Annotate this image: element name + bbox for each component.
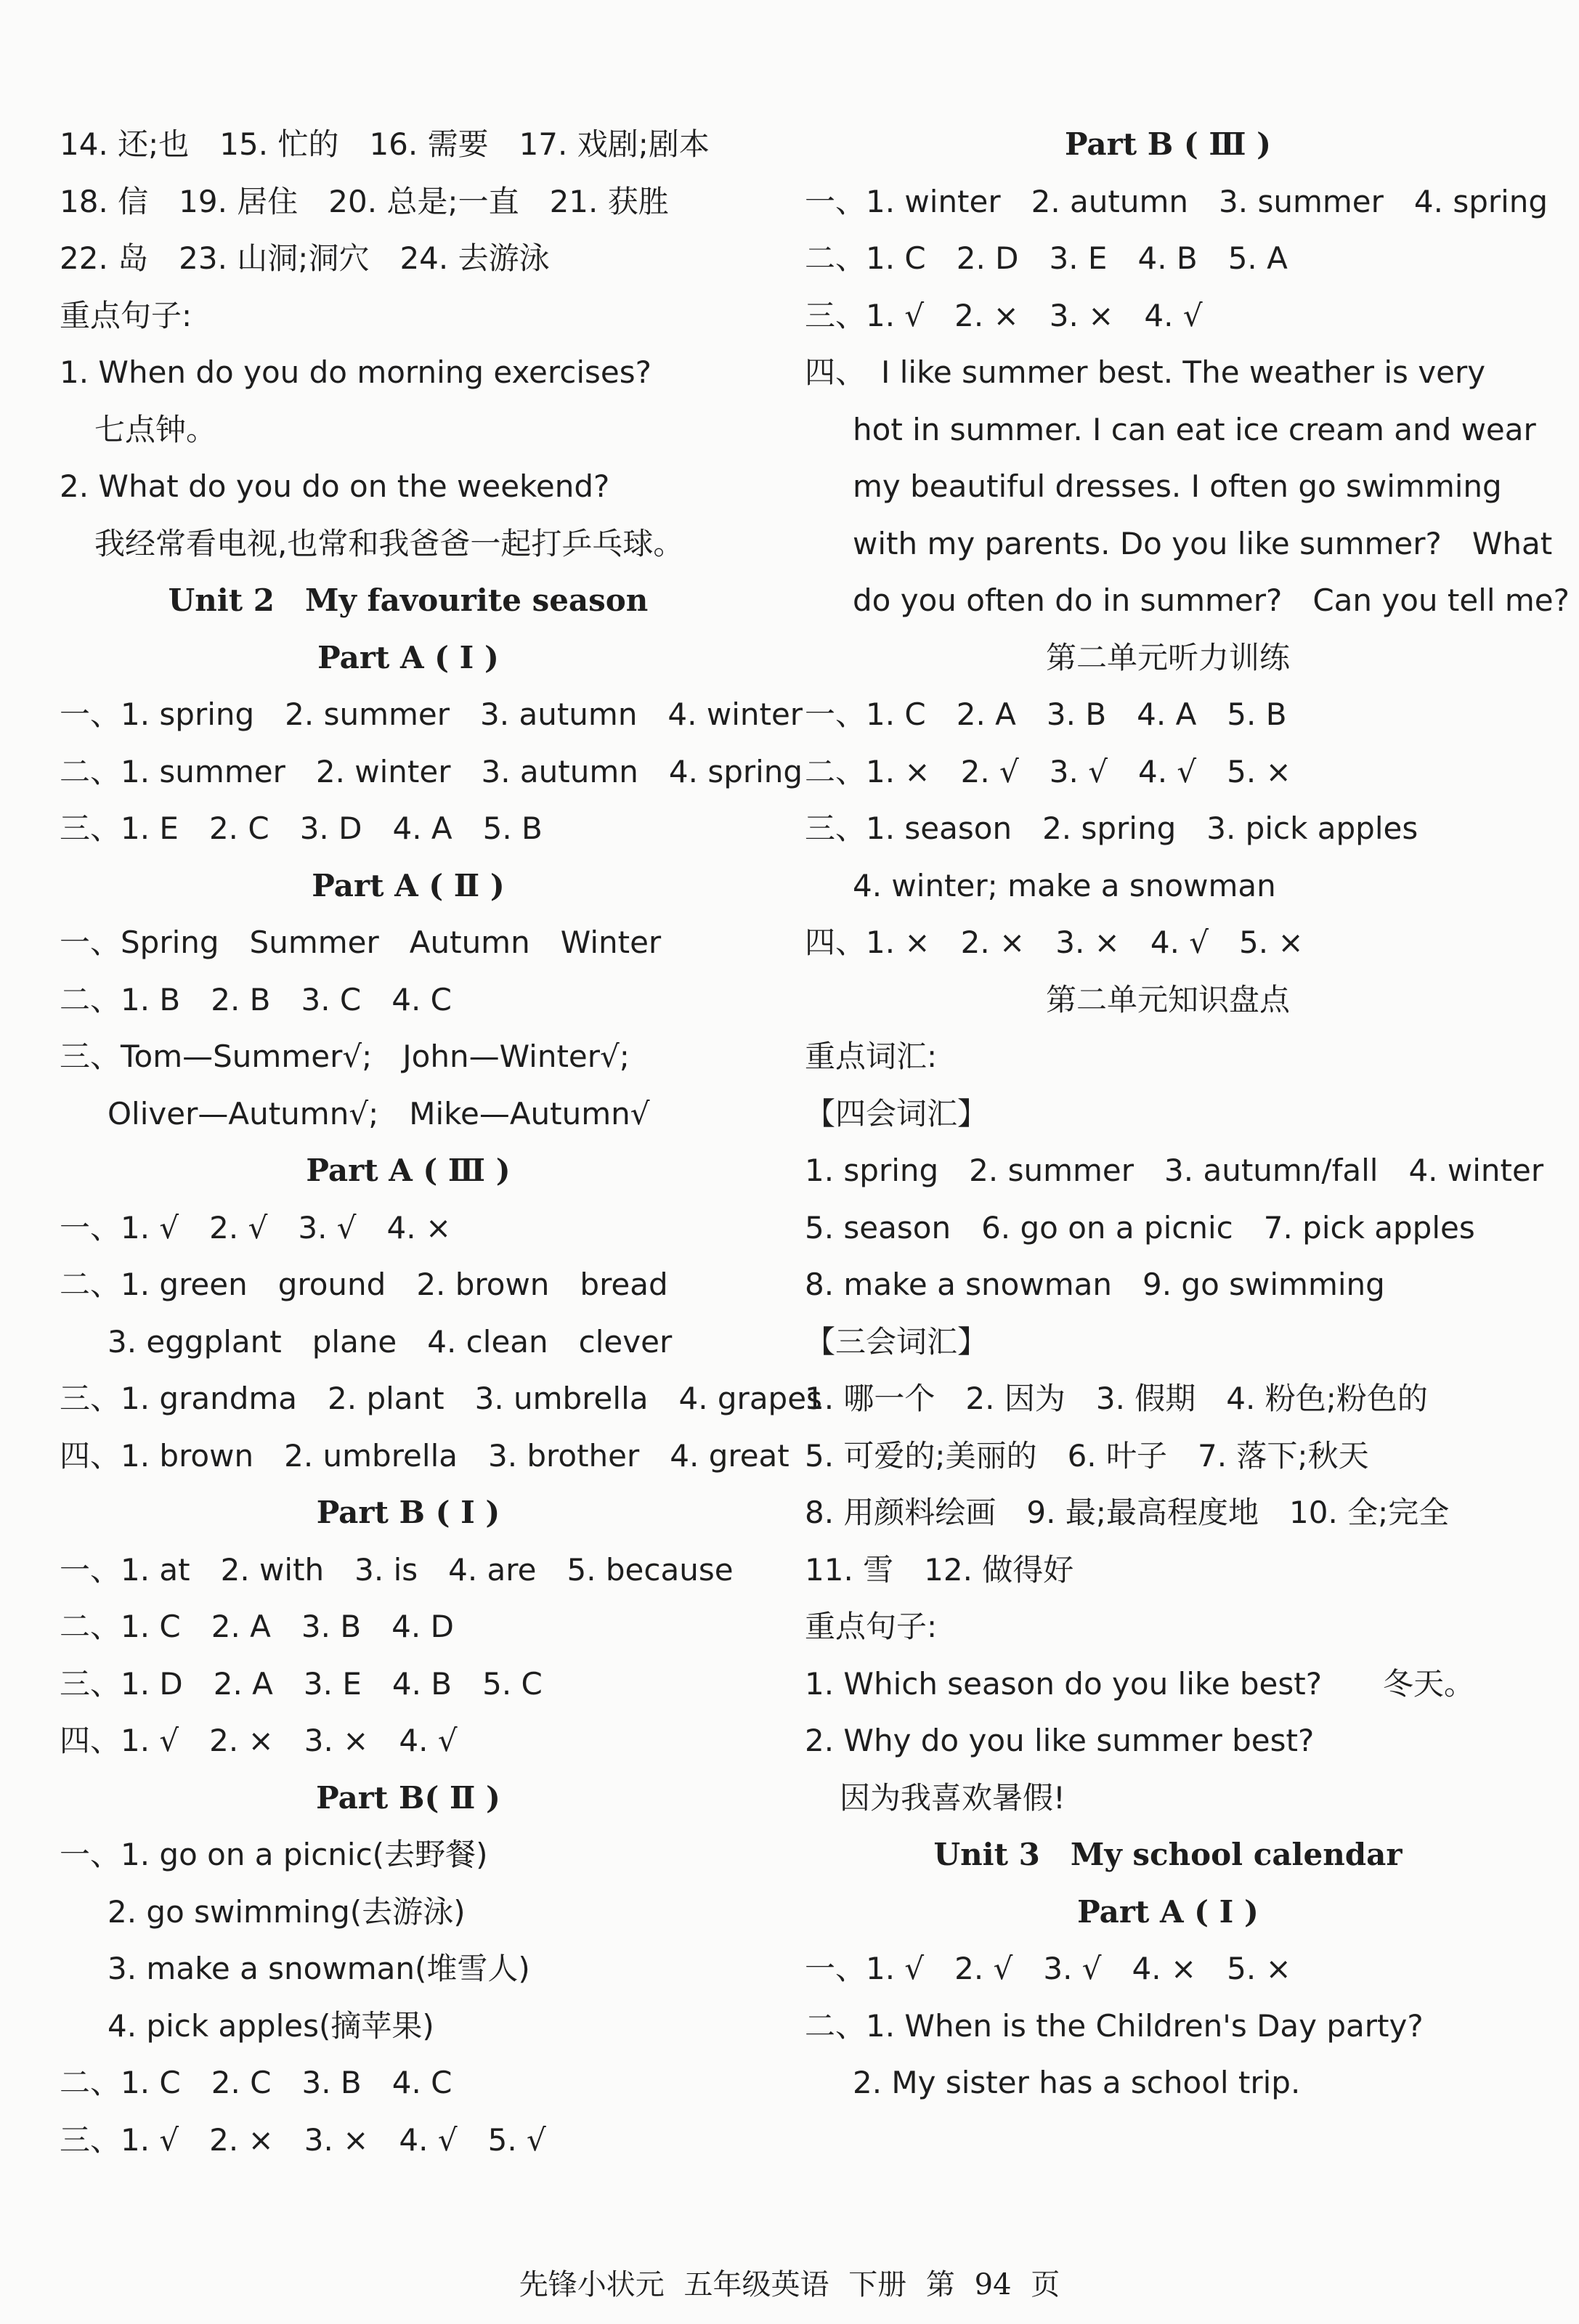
- section-heading: Part B ( Ⅰ ): [316, 1495, 500, 1530]
- section-heading: Unit 3 My school calendar: [933, 1837, 1403, 1872]
- answer-line: 三、1. grandma 2. plant 3. umbrella 4. grapes: [60, 1381, 822, 1416]
- section-heading: Part A ( Ⅰ ): [1077, 1893, 1259, 1930]
- section-heading: Part A ( Ⅲ ): [306, 1153, 511, 1188]
- answer-line: 一、Spring Summer Autumn Winter: [60, 925, 662, 960]
- section-heading: Part B ( Ⅲ ): [1064, 126, 1272, 162]
- right-column: [805, 116, 1570, 2112]
- answer-line: 5. season 6. go on a picnic 7. pick apples: [805, 1209, 1475, 1246]
- answer-line: 二、1. green ground 2. brown bread: [60, 1267, 668, 1302]
- page-footer: [0, 2262, 1579, 2303]
- answer-line: 二、1. B 2. B 3. C 4. C: [60, 981, 452, 1017]
- answer-line: 七点钟。: [94, 411, 217, 447]
- section-heading: Part B( Ⅱ ): [316, 1779, 500, 1816]
- section-heading: 第二单元听力训练: [1045, 639, 1290, 675]
- answer-line: 一、1. √ 2. √ 3. √ 4. ×: [60, 1209, 452, 1246]
- section-heading: Part A ( Ⅱ ): [312, 867, 505, 903]
- answer-line: 22. 岛 23. 山洞;洞穴 24. 去游泳: [60, 240, 550, 276]
- answer-line: Oliver—Autumn√; Mike—Autumn√: [107, 1095, 650, 1131]
- answer-line: 三、1. √ 2. × 3. × 4. √: [805, 297, 1203, 333]
- answer-line: 四、1. √ 2. × 3. × 4. √: [60, 1723, 458, 1758]
- section-heading: Unit 2 My favourite season: [168, 582, 649, 618]
- answer-line: 【三会词汇】: [805, 1323, 989, 1360]
- answer-line: 14. 还;也 15. 忙的 16. 需要 17. 戏剧;剧本: [60, 126, 710, 162]
- answer-line: 1. 哪一个 2. 因为 3. 假期 4. 粉色;粉色的: [805, 1381, 1428, 1416]
- answer-line: 三、Tom—Summer√; John—Winter√;: [60, 1039, 630, 1074]
- answer-line: 3. eggplant plane 4. clean clever: [107, 1323, 673, 1360]
- answer-line: 3. make a snowman(堆雪人): [107, 1951, 530, 1986]
- answer-line: 二、1. When is the Children's Day party?: [805, 2007, 1424, 2044]
- answer-line: 一、1. spring 2. summer 3. autumn 4. winter: [60, 696, 803, 732]
- answer-line: 2. My sister has a school trip.: [853, 2065, 1301, 2100]
- answer-line: 三、1. E 2. C 3. D 4. A 5. B: [60, 810, 543, 846]
- answer-line: 1. spring 2. summer 3. autumn/fall 4. winter: [805, 1153, 1544, 1188]
- answer-line: 我经常看电视,也常和我爸爸一起打乒乓球。: [94, 525, 684, 561]
- answer-line: 4. winter; make a snowman: [853, 867, 1276, 903]
- answer-line: with my parents. Do you like summer? What: [853, 525, 1553, 561]
- footer-volume: 下册: [848, 2268, 907, 2301]
- answer-line: 2. go swimming(去游泳): [107, 1893, 466, 1930]
- answer-line: 一、1. √ 2. √ 3. √ 4. × 5. ×: [805, 1951, 1291, 1986]
- answer-line: 1. Which season do you like best? 冬天。: [805, 1665, 1475, 1702]
- answer-line: 18. 信 19. 居住 20. 总是;一直 21. 获胜: [60, 183, 669, 219]
- answer-line: 因为我喜欢暑假!: [840, 1779, 1065, 1816]
- answer-line: 8. make a snowman 9. go swimming: [805, 1267, 1385, 1302]
- answer-line: 二、1. C 2. C 3. B 4. C: [60, 2065, 452, 2100]
- answer-line: 重点句子:: [60, 297, 192, 333]
- answer-line: 三、1. D 2. A 3. E 4. B 5. C: [60, 1665, 543, 1702]
- section-heading: 第二单元知识盘点: [1045, 981, 1290, 1017]
- answer-line: 1. When do you do morning exercises?: [60, 354, 652, 390]
- answer-line: hot in summer. I can eat ice cream and wear: [853, 411, 1536, 447]
- footer-book-title: 先锋小状元: [519, 2268, 665, 2301]
- answer-line: 四、1. brown 2. umbrella 3. brother 4. great: [60, 1437, 790, 1474]
- answer-line: 二、1. C 2. D 3. E 4. B 5. A: [805, 240, 1288, 276]
- answer-line: 一、1. C 2. A 3. B 4. A 5. B: [805, 696, 1287, 732]
- answer-line: 一、1. winter 2. autumn 3. summer 4. spring: [805, 183, 1548, 219]
- left-column: [60, 116, 822, 2169]
- answer-line: 8. 用颜料绘画 9. 最;最高程度地 10. 全;完全: [805, 1495, 1450, 1530]
- answer-line: 2. What do you do on the weekend?: [60, 468, 610, 504]
- answer-line: 5. 可爱的;美丽的 6. 叶子 7. 落下;秋天: [805, 1437, 1369, 1474]
- footer-subject: 五年级英语: [683, 2268, 829, 2301]
- answer-line: do you often do in summer? Can you tell me?: [853, 582, 1570, 618]
- answer-line: 重点词汇:: [805, 1039, 938, 1074]
- answer-line: 11. 雪 12. 做得好: [805, 1551, 1074, 1588]
- answer-line: 2. Why do you like summer best?: [805, 1723, 1315, 1758]
- answer-line: 4. pick apples(摘苹果): [107, 2007, 434, 2044]
- answer-line: 四、1. × 2. × 3. × 4. √ 5. ×: [805, 925, 1304, 960]
- answer-line: 一、1. go on a picnic(去野餐): [60, 1837, 488, 1872]
- answer-line: 三、1. season 2. spring 3. pick apples: [805, 810, 1418, 846]
- answer-line: my beautiful dresses. I often go swimming: [853, 468, 1502, 504]
- answer-line: 【四会词汇】: [805, 1095, 989, 1131]
- answer-line: 三、1. √ 2. × 3. × 4. √ 5. √: [60, 2121, 546, 2158]
- answer-line: 一、1. at 2. with 3. is 4. are 5. because: [60, 1551, 734, 1588]
- answer-line: 二、1. C 2. A 3. B 4. D: [60, 1609, 454, 1644]
- answer-line: 二、1. × 2. √ 3. √ 4. √ 5. ×: [805, 753, 1291, 789]
- answer-line: 四、 I like summer best. The weather is very: [805, 354, 1486, 390]
- footer-page-number: 第 94 页: [925, 2268, 1060, 2301]
- answer-line: 重点句子:: [805, 1609, 938, 1644]
- answer-line: 二、1. summer 2. winter 3. autumn 4. spring: [60, 753, 803, 789]
- section-heading: Part A ( Ⅰ ): [317, 639, 499, 675]
